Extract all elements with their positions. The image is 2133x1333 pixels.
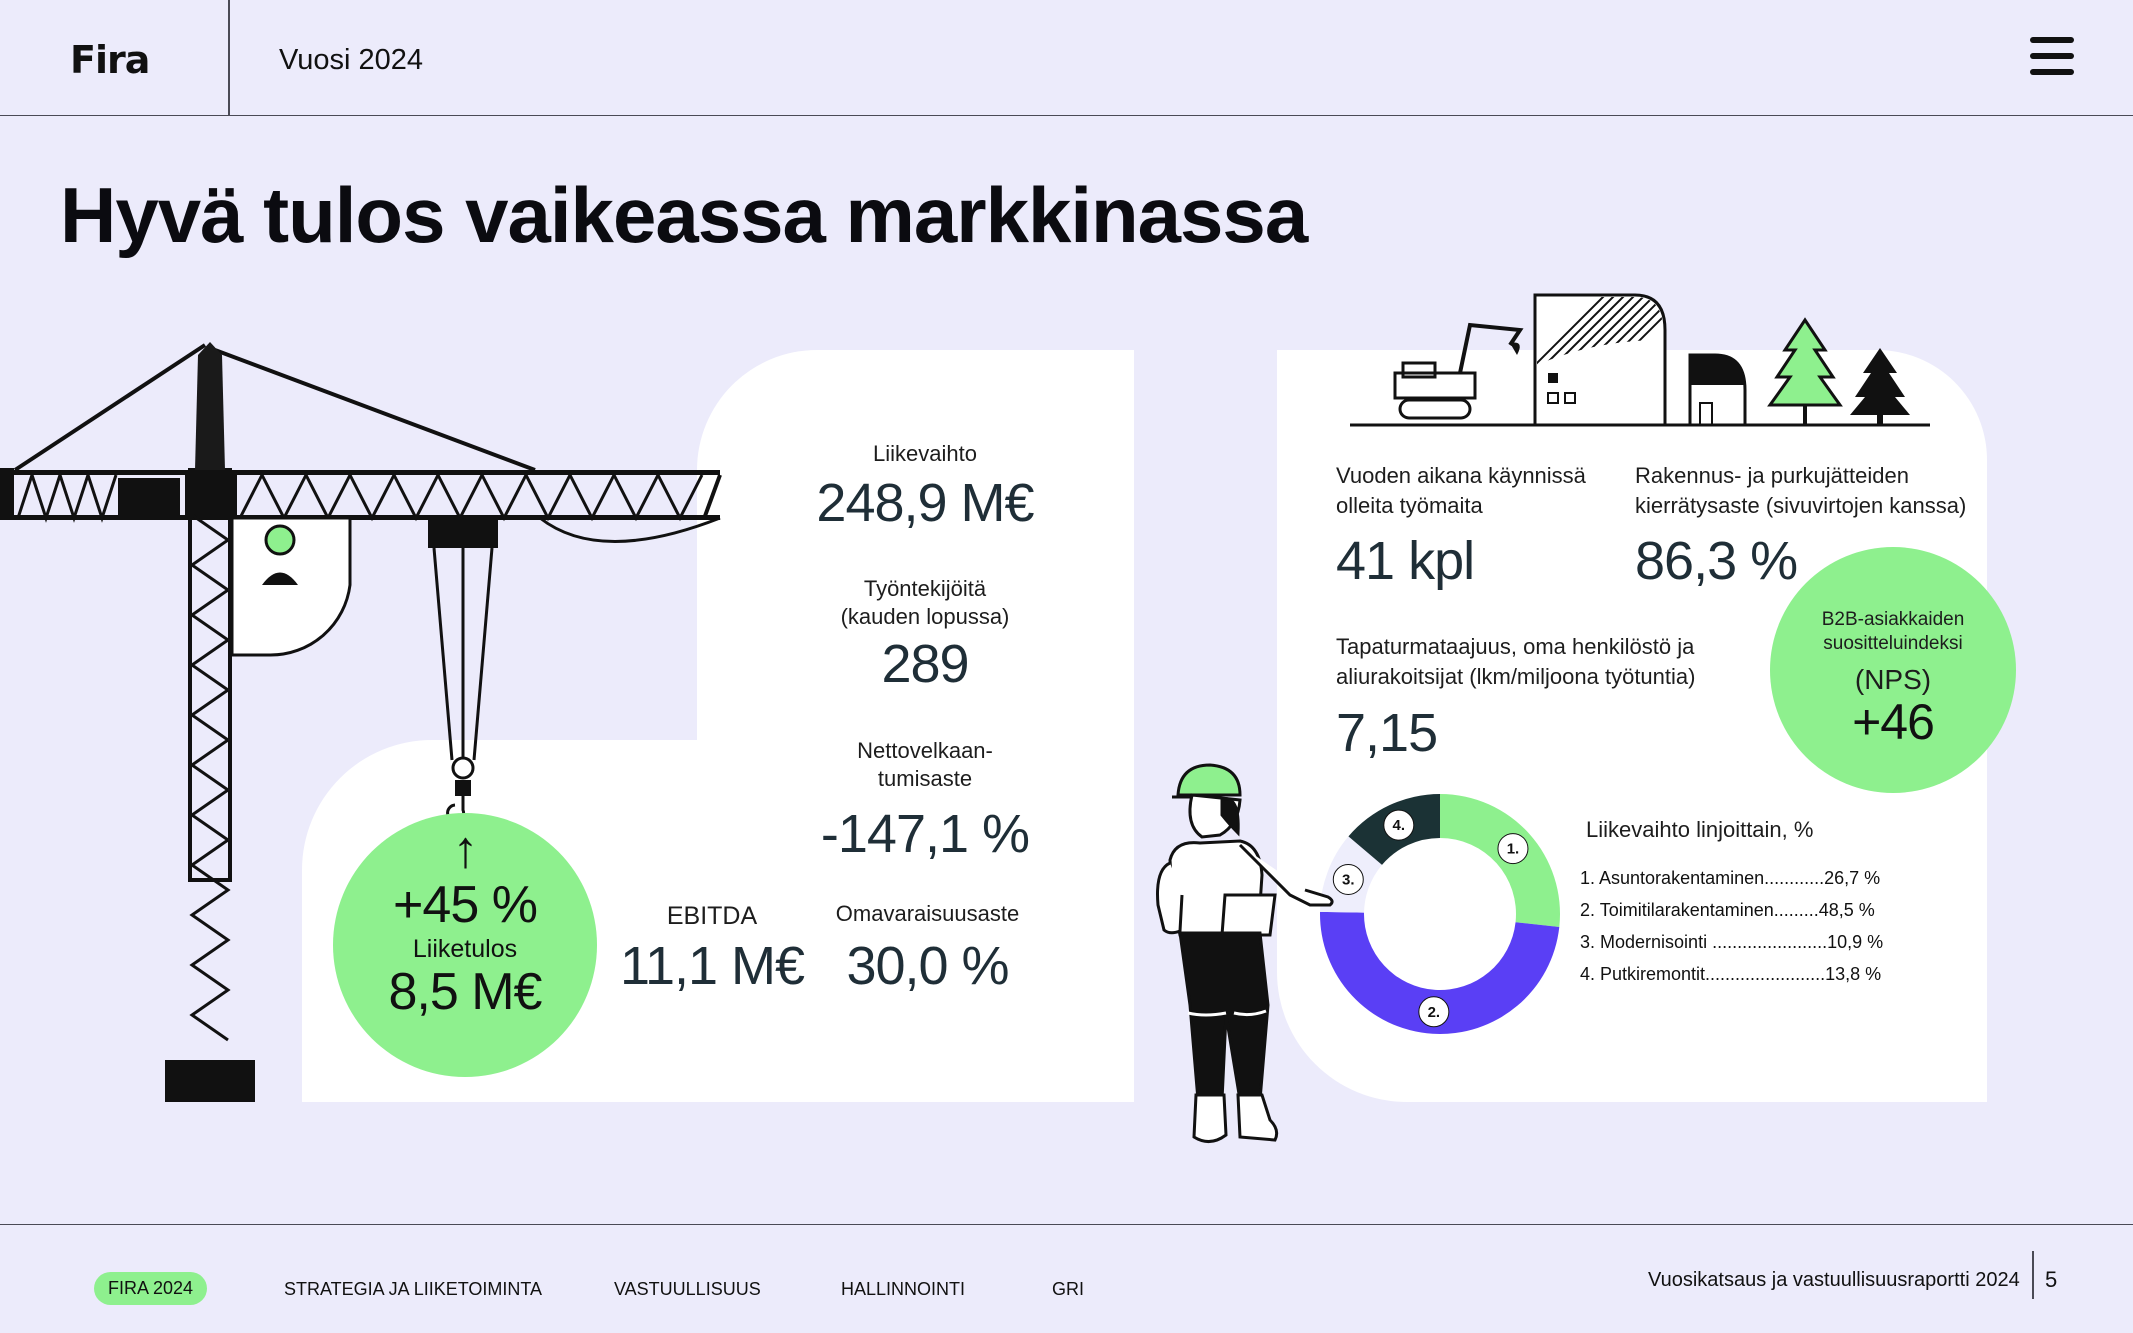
legend-row-4: 4. Putkiremontit........................13,8 %: [1580, 964, 1882, 984]
tyontekijoita-label-1: Työntekijöitä: [863, 576, 987, 601]
legend-row-1: 1. Asuntorakentaminen............26,7 %: [1580, 868, 1881, 888]
legend-row-3: 3. Modernisointi .......................10,9 %: [1580, 932, 1884, 952]
year-label: Vuosi 2024: [279, 44, 424, 76]
liikevaihto-label: Liikevaihto: [873, 441, 977, 466]
nps-label-3: (NPS): [1854, 664, 1932, 695]
nettovelka-value: -147,1 %: [820, 804, 1030, 864]
header: [0, 0, 2133, 116]
tapaturma-label-2: aliurakoitsijat (lkm/miljoona työtuntia): [1336, 664, 1696, 689]
liiketulos-change: +45 %: [393, 876, 537, 934]
legend-row-2: 2. Toimitilarakentaminen.........48,5 %: [1580, 900, 1875, 920]
omavarais-label: Omavaraisuusaste: [835, 901, 1020, 926]
donut-slice-label-4: 4.: [1392, 817, 1406, 835]
footer: [0, 1224, 2133, 1333]
tapaturma-label-1: Tapaturmataajuus, oma henkilöstö ja: [1336, 634, 1695, 659]
nettovelka-label-2: tumisaste: [877, 766, 973, 791]
tapaturma-value: 7,15: [1336, 703, 1438, 763]
liiketulos-value: 8,5 M€: [388, 963, 542, 1021]
kierratys-value: 86,3 %: [1635, 531, 1798, 591]
nps-label-1: B2B-asiakkaiden: [1821, 609, 1965, 630]
nav-hallinnointi[interactable]: HALLINNOINTI: [841, 1279, 966, 1299]
kierratys-label-1: Rakennus- ja purkujätteiden: [1635, 463, 1909, 488]
donut-slice-label-3: 3.: [1342, 871, 1355, 889]
page-title: Hyvä tulos vaikeassa markkinassa: [60, 171, 1308, 259]
fira-logo[interactable]: Fira: [70, 38, 150, 82]
donut-slice-label-1: 1.: [1506, 840, 1520, 858]
header-divider: [228, 0, 230, 116]
left-card-fill: [697, 1000, 1134, 1102]
tyontekijoita-label-2: (kauden lopussa): [840, 604, 1010, 629]
liikevaihto-value: 248,9 M€: [816, 473, 1034, 533]
tyomaat-value: 41 kpl: [1336, 531, 1475, 591]
nettovelka-label-1: Nettovelkaan-: [857, 738, 993, 763]
donut-slice-label-2: 2.: [1427, 1003, 1441, 1021]
liiketulos-label: Liiketulos: [412, 935, 518, 963]
liiketulos-arrow-icon: ↑: [452, 821, 478, 879]
nav-vastuullisuus[interactable]: VASTUULLISUUS: [614, 1279, 761, 1299]
ebitda-label: EBITDA: [666, 902, 758, 930]
report-title: Vuosikatsaus ja vastuullisuusraportti 2024: [1648, 1269, 2020, 1291]
hamburger-menu-icon[interactable]: [2030, 37, 2074, 77]
tyomaat-label-1: Vuoden aikana käynnissä: [1336, 463, 1586, 488]
worker-illustration: [1130, 755, 1350, 1185]
omavarais-value: 30,0 %: [846, 936, 1009, 996]
tyomaat-label-2: olleita työmaita: [1336, 493, 1483, 518]
tyontekijoita-value: 289: [881, 634, 969, 694]
page-number: 5: [2045, 1267, 2058, 1292]
chart-title: Liikevaihto linjoittain, %: [1586, 817, 1814, 842]
nav-gri[interactable]: GRI: [1052, 1279, 1085, 1299]
donut-slice-1: [1440, 794, 1560, 927]
nav-strategia[interactable]: STRATEGIA JA LIIKETOIMINTA: [284, 1279, 543, 1299]
nps-label-2: suositteluindeksi: [1823, 633, 1963, 654]
nav-fira-2024[interactable]: FIRA 2024: [94, 1272, 207, 1305]
kierratys-label-2: kierrätysaste (sivuvirtojen kanssa): [1635, 493, 1967, 518]
ebitda-value: 11,1 M€: [619, 936, 805, 996]
revenue-donut-chart: [1318, 792, 1562, 1036]
buildings-illustration: [1345, 285, 1935, 430]
nps-value: +46: [1852, 694, 1934, 750]
footer-divider: [2032, 1251, 2034, 1299]
